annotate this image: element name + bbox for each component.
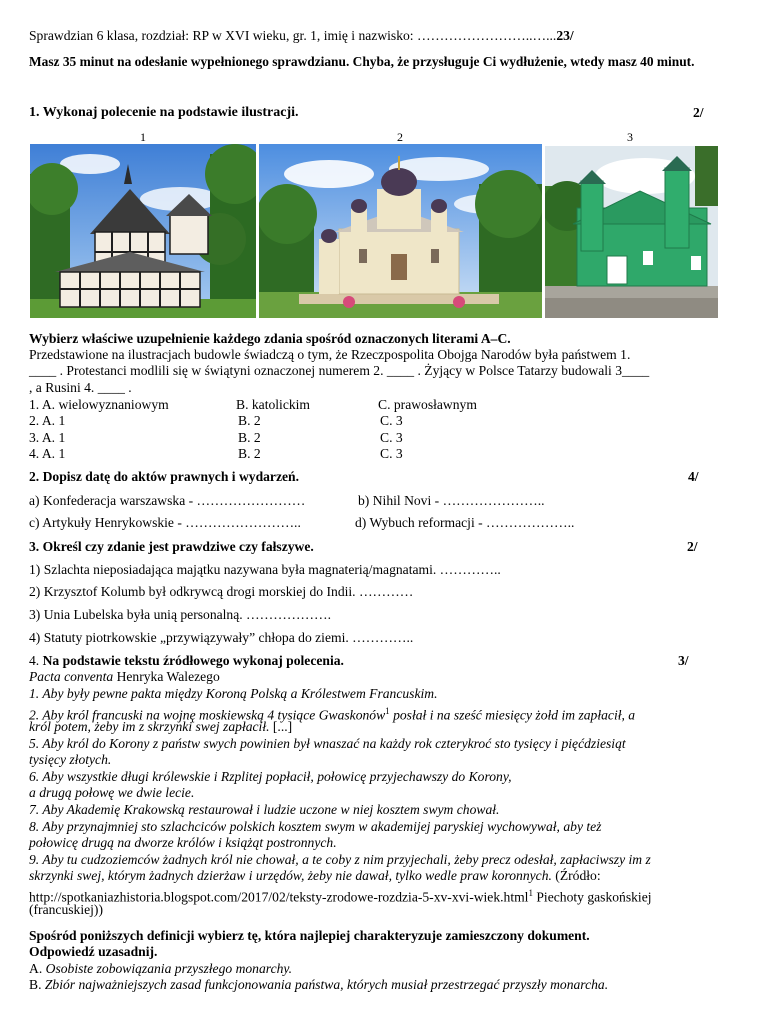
answer-a-label: A. (29, 961, 46, 976)
task1-paragraph-line3: , a Rusini 4. ____ . (29, 380, 132, 395)
task4-question-line1: Spośród poniższych definicji wybierz tę, która najlepiej charakteryzuje zamieszczony dokument. (29, 928, 590, 943)
photo-number-1: 1 (140, 130, 146, 144)
source-ellipsis: [...] (272, 719, 293, 734)
task1-option-row-4: 4. A. 1 (29, 446, 66, 461)
task4-question-line2: Odpowiedź uzasadnij. (29, 944, 158, 959)
task1-option-row-1-b: B. katolickim (236, 397, 311, 412)
task1-points: 2/ (693, 105, 704, 120)
task3-title: 3. Określ czy zdanie jest prawdziwe czy fałszywe. (29, 539, 314, 554)
source-line-1: 1. Aby były pewne pakta między Koroną Polską a Królestwem Francuskim. (29, 686, 438, 701)
task3-item-1: 1) Szlachta nieposiadająca majątku nazywana była magnaterią/magnatami. ………….. (29, 562, 501, 577)
answer-a-text: Osobiste zobowiązania przyszłego monarchy. (45, 961, 293, 976)
answer-b (29, 977, 608, 994)
task4-title-text: Na podstawie tekstu źródłowego wykonaj polecenia. (42, 653, 344, 668)
source-author: Henryka Walezego (113, 669, 220, 684)
photo-number-3: 3 (627, 130, 633, 144)
photo-number-2: 2 (397, 130, 403, 144)
option-a: 1. A. wielowyznaniowym (29, 397, 169, 412)
header-points: 23/ (556, 28, 574, 43)
task4-points: 3/ (678, 653, 689, 668)
task1-title: 1. Wykonaj polecenie na podstawie ilustracji. (29, 105, 299, 120)
task1-option-row-4-c: C. 3 (380, 446, 403, 461)
task2-item-d: d) Wybuch reformacji - ……………….. (355, 515, 575, 530)
task1-instruction: Wybierz właściwe uzupełnienie każdego zdania spośród oznaczonych literami A–C. (29, 331, 511, 346)
source-url-line (29, 885, 652, 906)
source-line-3 (29, 719, 292, 736)
footnote-mark: 1 (385, 706, 390, 716)
source-line-2a: 2. Aby król francuski na wojnę moskiewską 4 tysiące Gwaskonów (29, 707, 386, 723)
source-line-5: 5. Aby król do Korony z państw swych powinien był wnaszać na każdy rok czterykroć sto tysięcy i pięćdziesiąt (29, 736, 626, 751)
task4-title (29, 653, 344, 670)
header-line1 (29, 28, 574, 45)
header-time-note: Masz 35 minut na odesłanie wypełnionego sprawdzianu. Chyba, że przysługuje Ci wydłużenie, wtedy masz 40 minut. (29, 54, 695, 69)
footnote-text: Piechoty gaskońskiej (532, 889, 652, 905)
task3-points: 2/ (687, 539, 698, 554)
task2-item-b: b) Nihil Novi - ………………….. (358, 493, 545, 508)
source-title: Pacta conventa (29, 669, 114, 684)
source-line-8: 8. Aby przynajmniej sto szlachciców polskich kosztem swym w akademijej paryskiej wychowywał, aby też (29, 819, 602, 834)
source-citation-label: (Źródło: (551, 868, 601, 883)
task1-option-row-1-c: C. prawosławnym (378, 397, 477, 412)
task3-item-2: 2) Krzysztof Kolumb był odkrywcą drogi morskiej do Indii. ………… (29, 584, 414, 599)
task1-paragraph-line2: ____ . Protestanci modlili się w świątyni oznaczonej numerem 2. ____ . Żyjący w Polsce Tatarzy budowali 3____ (29, 363, 650, 378)
source-line-5b: tysięcy złotych. (29, 752, 112, 767)
source-heading (29, 669, 220, 686)
source-line-2b: posłał i na sześć miesięcy żołd im zapłacił, a (389, 707, 636, 723)
task2-item-a: a) Konfederacja warszawska - …………………… (29, 493, 306, 508)
task1-option-row-3: 3. A. 1 (29, 430, 66, 445)
source-line-8b: połowicę drugą na dworze królów i książąt postronnych. (29, 835, 337, 850)
task1-option-row-3-b: B. 2 (238, 430, 261, 445)
source-line-9b (29, 868, 601, 885)
answer-b-label: B. (29, 977, 45, 992)
task1-option-row-2-b: B. 2 (238, 413, 261, 428)
task2-points: 4/ (688, 469, 699, 484)
task3-item-3: 3) Unia Lubelska była unią personalną. ………………. (29, 607, 332, 622)
answer-b-text: Zbiór najważniejszych zasad funkcjonowania państwa, których musiał przestrzegać przyszły monarcha. (44, 977, 609, 992)
task2-item-c: c) Artykuły Henrykowskie - …………………….. (29, 515, 301, 530)
answer-a (29, 961, 292, 978)
footnote-text-2: (francuskiej)) (29, 902, 103, 917)
task4-number: 4. (29, 653, 40, 668)
source-line-9: 9. Aby tu cudzoziemców żadnych król nie chował, a te coby z nim przyjechali, żeby precz odesłał, zapłaciwszy im z (29, 852, 651, 867)
source-line-3-text: król potem, żeby im z skrzynki swej zapłacił. (29, 719, 273, 734)
source-line-6: 6. Aby wszystkie długi królewskie i Rzplitej popłacił, połowicę przyjechawszy do Korony, (29, 769, 512, 784)
photo-orthodox-church (259, 144, 542, 318)
task3-item-4: 4) Statuty piotrkowskie „przywiązywały” chłopa do ziemi. ………….. (29, 630, 414, 645)
task1-paragraph-line1: Przedstawione na ilustracjach budowle świadczą o tym, że Rzeczpospolita Obojga Narodów była państwem 1. (29, 347, 631, 362)
source-line-6b: a drugą połowę we dwie lecie. (29, 785, 195, 800)
source-url: http://spotkaniazhistoria.blogspot.com/2017/02/teksty-zrodowe-rozdzia-5-xv-xvi-wiek.html (29, 889, 529, 905)
task1-option-row-3-c: C. 3 (380, 430, 403, 445)
task1-option-row-1 (29, 397, 169, 414)
task1-option-row-4-b: B. 2 (238, 446, 261, 461)
source-line-7: 7. Aby Akademię Krakowską restaurował i ludzie uczone w niej kosztem swym chował. (29, 802, 500, 817)
photo-wooden-church (30, 144, 256, 318)
header-title: Sprawdzian 6 klasa, rozdział: RP w XVI wieku, gr. 1, imię i nazwisko: ……………………..…... (29, 28, 557, 43)
task1-option-row-2-c: C. 3 (380, 413, 403, 428)
source-line-9b-text: skrzynki swej, którym żadnych dzierżaw i urzędów, żeby nie dawał, tylko wedle praw koronnych. (29, 868, 552, 883)
task1-option-row-2: 2. A. 1 (29, 413, 66, 428)
photo-wooden-mosque (545, 146, 718, 318)
task2-title: 2. Dopisz datę do aktów prawnych i wydarzeń. (29, 469, 299, 484)
footnote-mark-2: 1 (528, 888, 533, 898)
